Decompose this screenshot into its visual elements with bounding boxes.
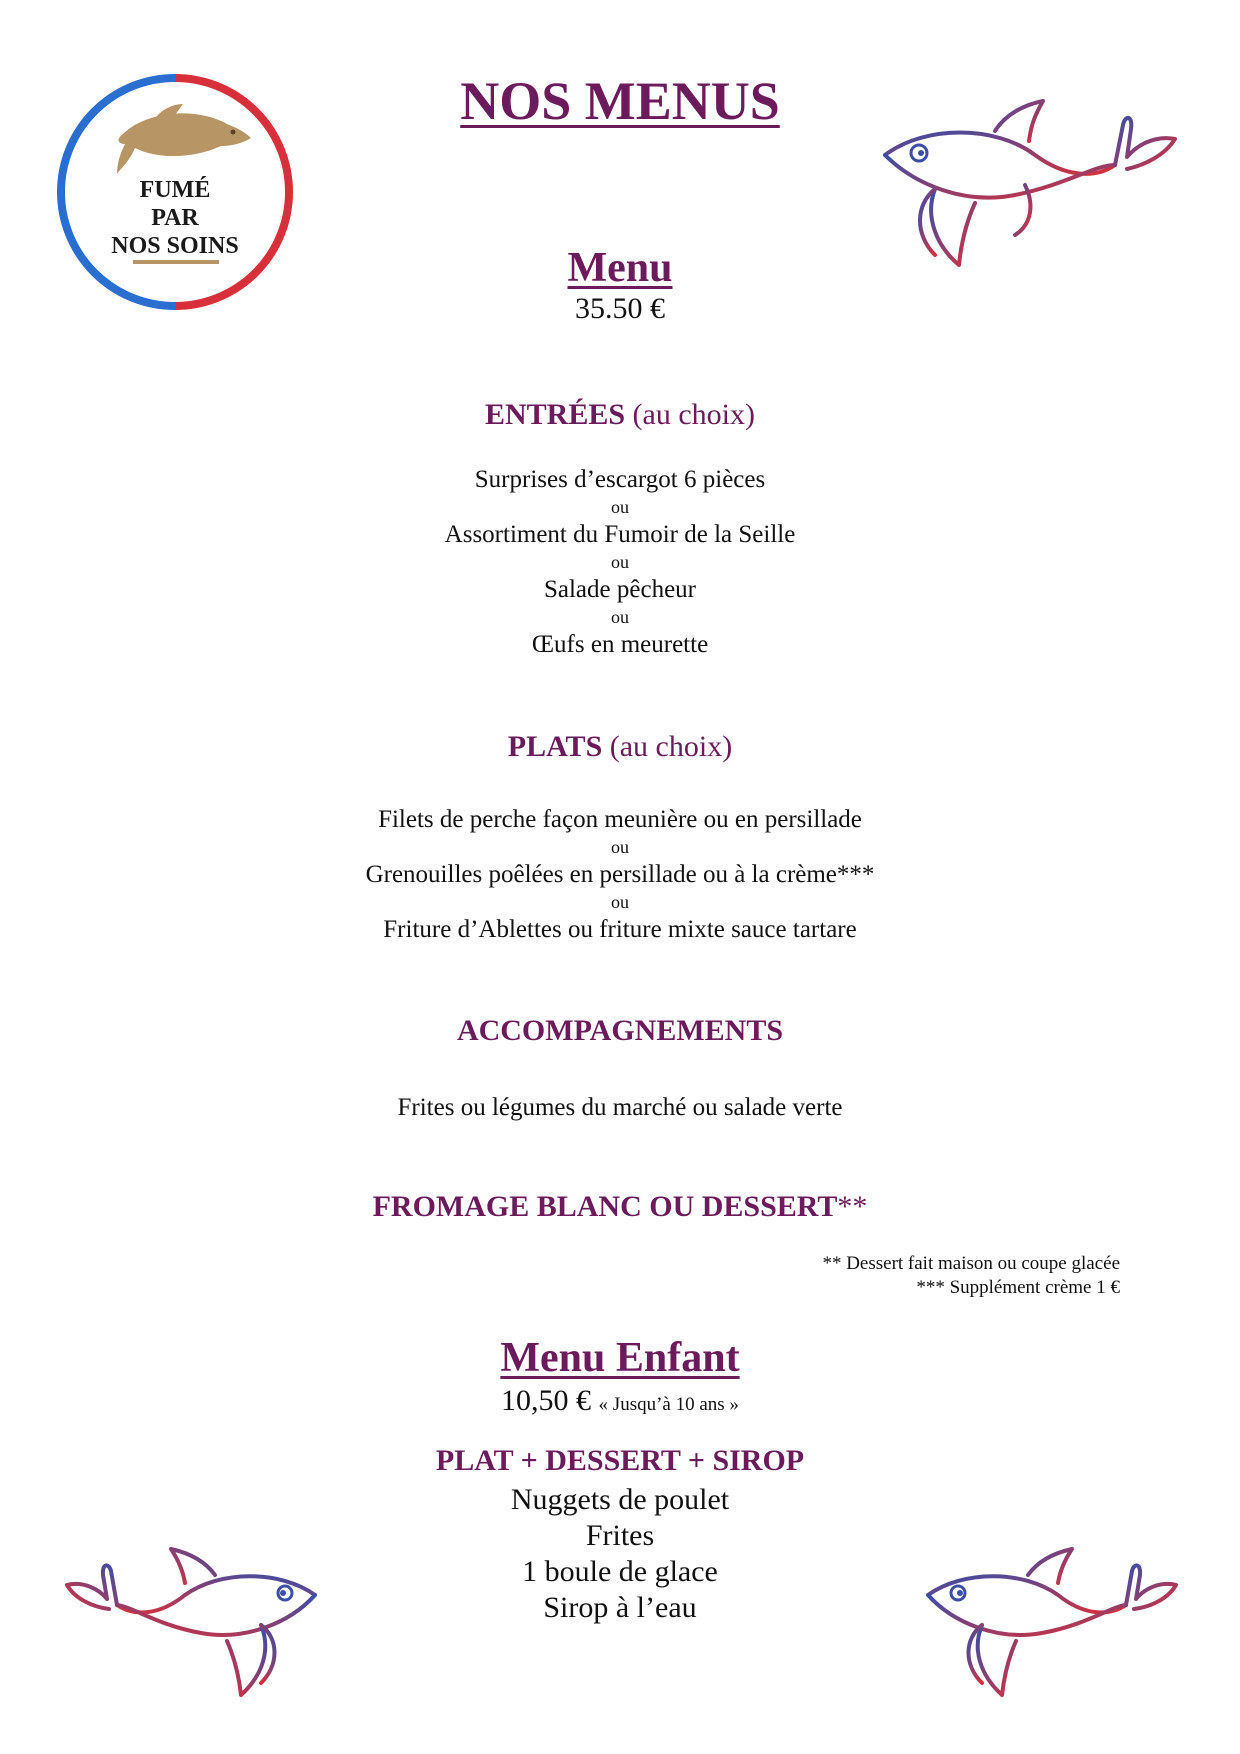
separator: ou [611,552,629,572]
kids-heading-label: PLAT + DESSERT + SIROP [435,1444,805,1477]
accompagnements-heading-label: ACCOMPAGNEMENTS [456,1014,784,1047]
menu-title: Menu [567,245,673,291]
separator: ou [611,837,629,857]
plats-list [0,804,1240,945]
list-item: 1 boule de glace [522,1555,718,1588]
footnote-creme: *** Supplément crème 1 € [916,1277,1120,1298]
fish-icon [65,1545,325,1705]
separator: ou [611,497,629,517]
entrees-choice: (au choix) [632,398,755,431]
logo-text-line2: PAR [151,205,199,231]
plats-heading [0,730,1240,764]
plats-heading-label: PLATS [507,730,603,763]
logo-text-line1: FUMÉ [139,177,211,203]
accompagnements-text: Frites ou légumes du marché ou salade verte [397,1094,843,1121]
list-item: Assortiment du Fumoir de la Seille [444,521,796,548]
footnotes [520,1252,1120,1300]
list-item: Grenouilles poêlées en persillade ou à la crème*** [365,861,875,888]
list-item: Sirop à l’eau [543,1591,697,1624]
page-title: NOS MENUS [460,71,780,131]
list-item: Filets de perche façon meunière ou en persillade [378,806,862,833]
footnote-dessert: ** Dessert fait maison ou coupe glacée [822,1253,1120,1274]
list-item: Friture d’Ablettes ou friture mixte sauce tartare [383,916,857,943]
list-item: Surprises d’escargot 6 pièces [474,466,766,493]
kids-menu-price: 10,50 € [501,1384,592,1417]
list-item: Salade pêcheur [543,576,696,603]
accompagnements-heading [0,1014,1240,1048]
separator: ou [611,892,629,912]
logo-text-line3: NOS SOINS [111,233,239,259]
kids-heading [0,1444,1240,1478]
list-item: Frites [585,1519,655,1552]
fish-icon [918,1545,1178,1705]
dessert-heading-suffix: ** [837,1190,868,1223]
kids-menu-title: Menu Enfant [500,1335,740,1381]
plats-choice: (au choix) [609,730,733,763]
entrees-heading-label: ENTRÉES [484,398,626,431]
separator: ou [611,607,629,627]
entrees-heading [0,398,1240,432]
kids-menu-price-line [0,1384,1240,1418]
list-item: Nuggets de poulet [510,1483,730,1516]
kids-age-note: « Jusqu’à 10 ans » [598,1394,739,1415]
entrees-list [0,464,1240,660]
menu-price: 35.50 € [575,292,665,325]
dessert-heading-label: FROMAGE BLANC OU DESSERT [372,1190,838,1223]
list-item: Œufs en meurette [531,631,709,658]
dessert-heading [0,1190,1240,1224]
